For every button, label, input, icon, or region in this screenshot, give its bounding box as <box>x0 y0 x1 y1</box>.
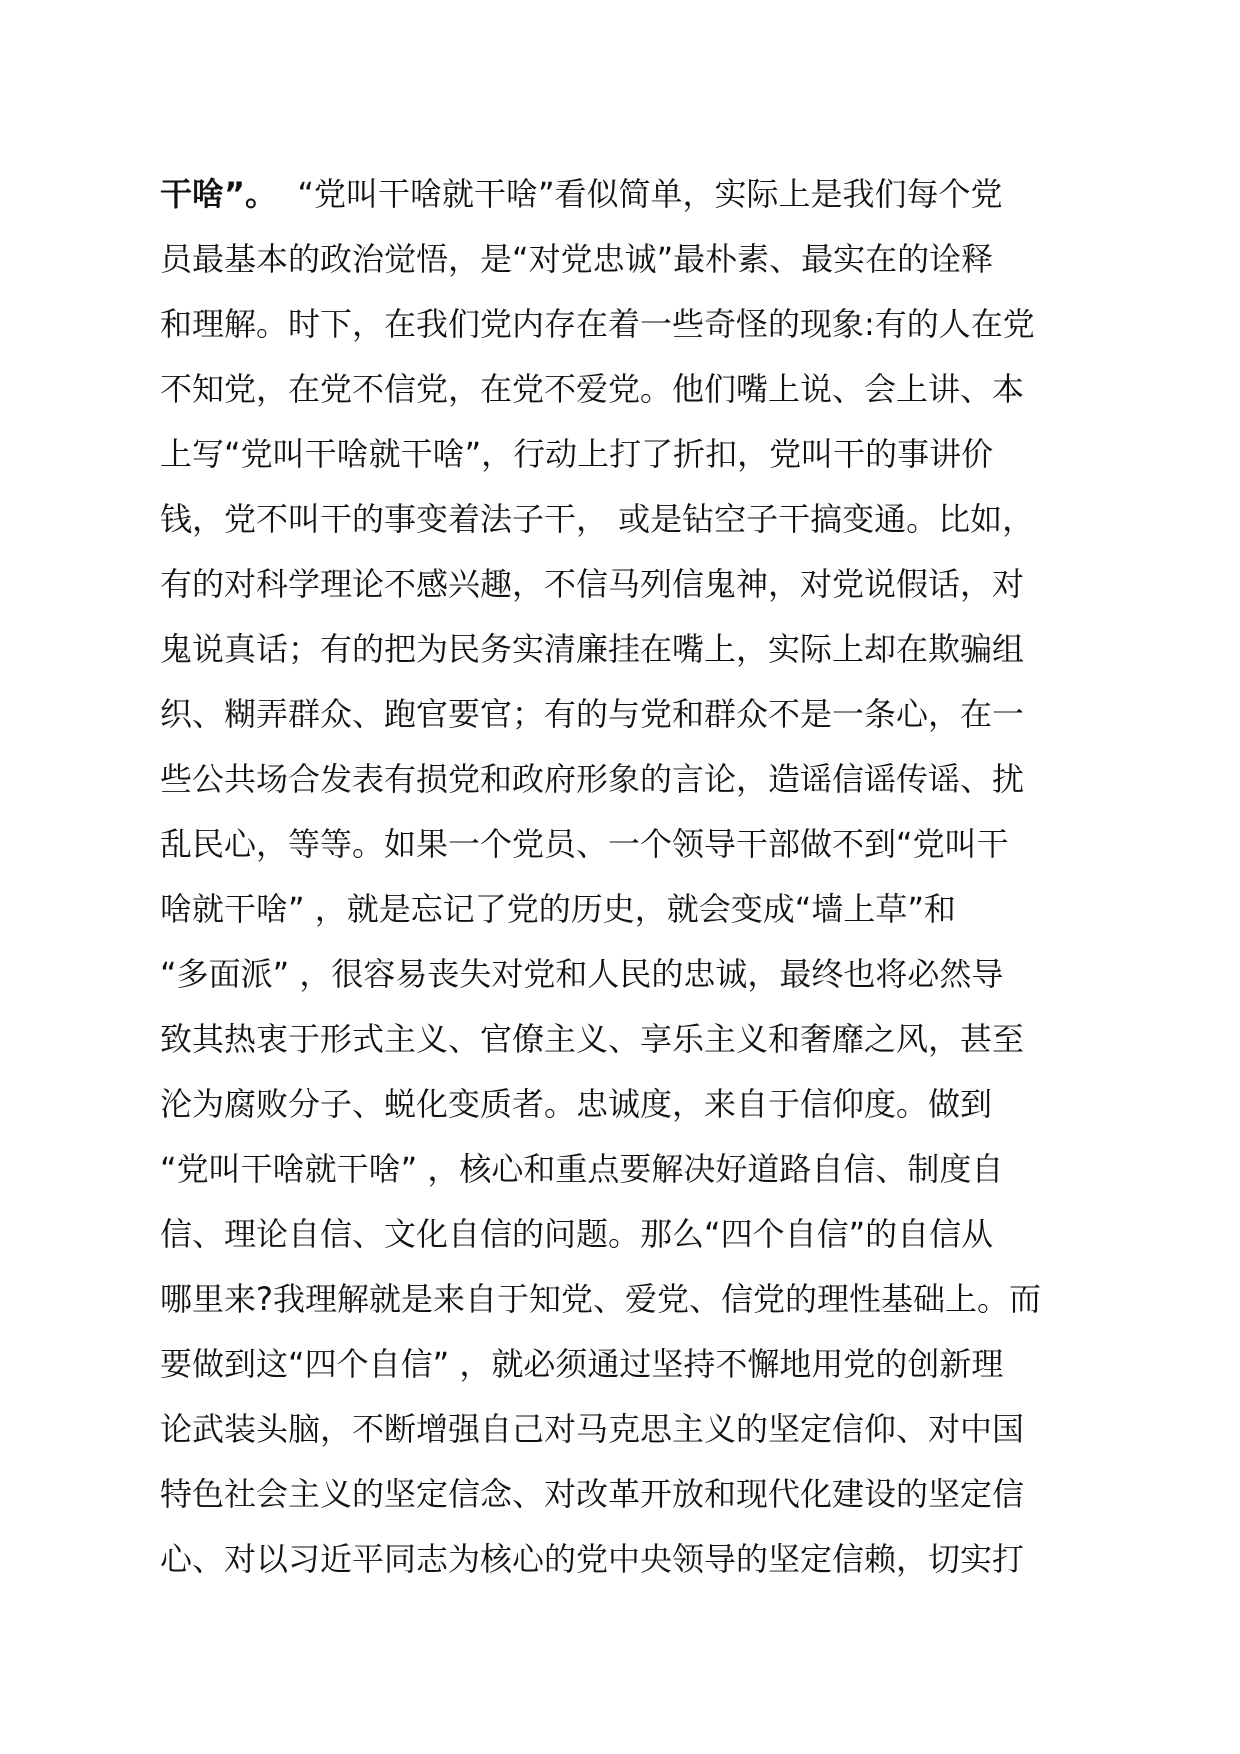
text-line-6: 钱，党不叫干的事变着法子干， 或是钻空子干搞变通。比如， <box>160 500 1035 538</box>
text-line-15: 沦为腐败分子、蜕化变质者。忠诚度，来自于信仰度。做到 <box>160 1085 993 1123</box>
lead-bold-text: 干啥”。 <box>160 175 278 213</box>
text-line-11: 乱民心，等等。如果一个党员、一个领导干部做不到“党叫干 <box>160 825 1009 863</box>
text-line-8: 鬼说真话；有的把为民务实清廉挂在嘴上，实际上却在欺骗组 <box>160 630 1025 668</box>
text-line-21: 特色社会主义的坚定信念、对改革开放和现代化建设的坚定信 <box>160 1475 1025 1513</box>
text-line-19: 要做到这“四个自信” ，就必须通过坚持不懈地用党的创新理 <box>160 1345 1004 1383</box>
text-line-12: 啥就干啥” ，就是忘记了党的历史，就会变成“墙上草”和 <box>160 890 956 928</box>
text-line-1 <box>160 162 1100 227</box>
text-line-17: 信、理论自信、文化自信的问题。那么“四个自信”的自信从 <box>160 1215 994 1253</box>
text-line-7: 有的对科学理论不感兴趣，不信马列信鬼神，对党说假话，对 <box>160 565 1025 603</box>
text-line-10: 些公共场合发表有损党和政府形象的言论，造谣信谣传谣、扰 <box>160 760 1025 798</box>
text-line-3: 和理解。时下，在我们党内存在着一些奇怪的现象:有的人在党 <box>160 305 1035 343</box>
text-line-9: 织、糊弄群众、跑官要官；有的与党和群众不是一条心，在一 <box>160 695 1025 733</box>
body-text <box>160 162 1100 1592</box>
line-1-rest: “党叫干啥就干啥”看似简单，实际上是我们每个党 <box>277 175 1003 213</box>
text-line-22: 心、对以习近平同志为核心的党中央领导的坚定信赖，切实打 <box>160 1540 1025 1578</box>
text-line-20: 论武装头脑，不断增强自己对马克思主义的坚定信仰、对中国 <box>160 1410 1025 1448</box>
text-line-16: “党叫干啥就干啥” ，核心和重点要解决好道路自信、制度自 <box>160 1150 1004 1188</box>
text-line-18: 哪里来?我理解就是来自于知党、爱党、信党的理性基础上。而 <box>160 1280 1041 1318</box>
text-line-13: “多面派” ，很容易丧失对党和人民的忠诚，最终也将必然导 <box>160 955 1004 993</box>
text-line-14: 致其热衷于形式主义、官僚主义、享乐主义和奢靡之风，甚至 <box>160 1020 1025 1058</box>
text-line-5: 上写“党叫干啥就干啥”，行动上打了折扣，党叫干的事讲价 <box>160 435 994 473</box>
text-line-4: 不知党，在党不信党，在党不爱党。他们嘴上说、会上讲、本 <box>160 370 1025 408</box>
text-line-2: 员最基本的政治觉悟，是“对党忠诚”最朴素、最实在的诠释 <box>160 240 994 278</box>
